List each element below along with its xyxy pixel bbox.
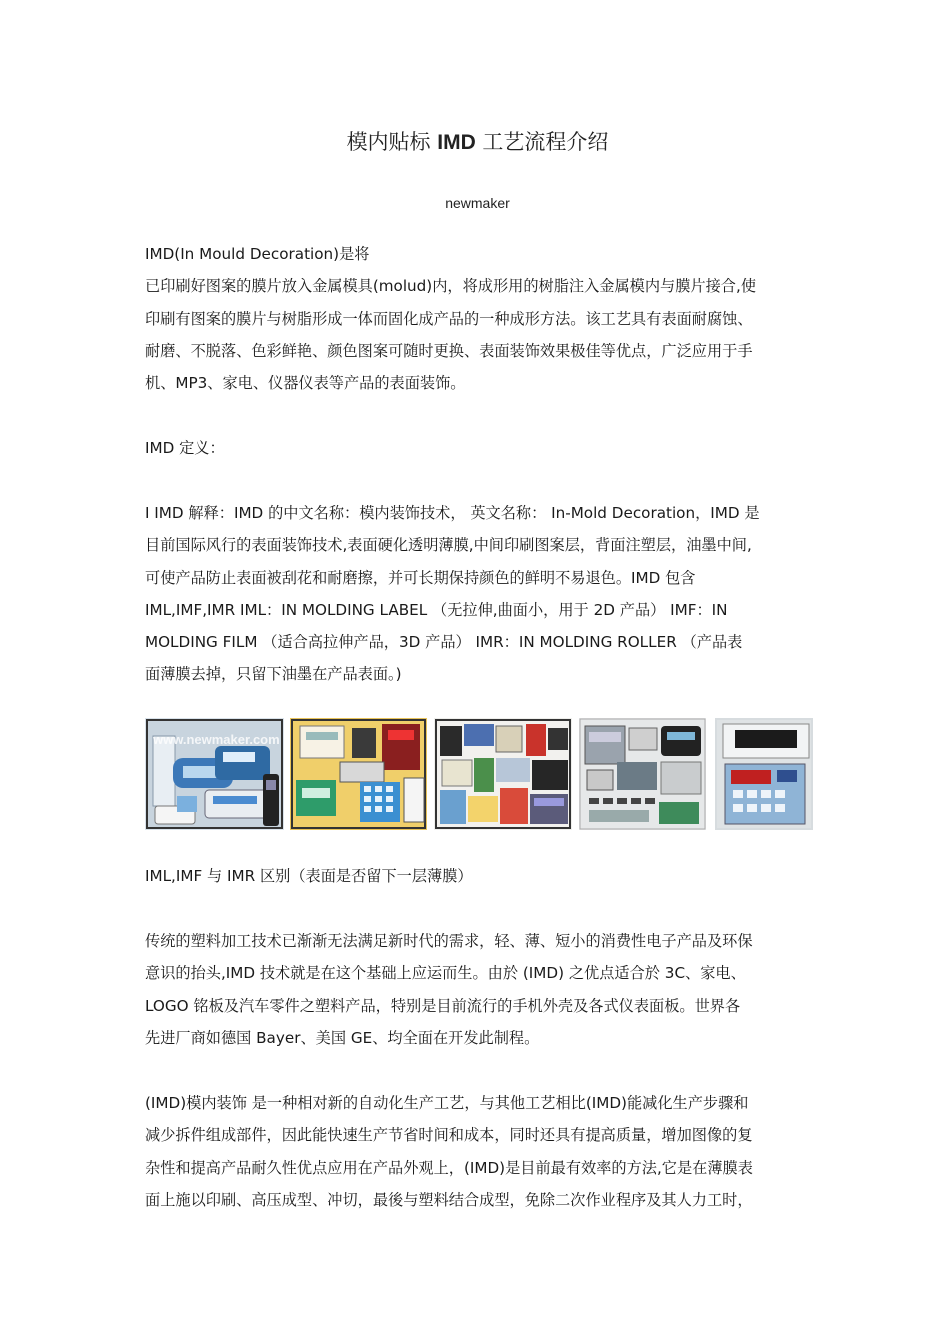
text-line: 面上施以印刷、高压成型、冲切，最後与塑料结合成型，免除二次作业程序及其人力工时， bbox=[145, 1190, 753, 1209]
text-line: MOLDING FILM （适合高拉伸产品，3D 产品） IMR：IN MOLDING ROLLER （产品表 bbox=[145, 633, 743, 652]
text-line: IMD 定义： bbox=[145, 439, 225, 457]
text-line: 杂性和提高产品耐久性优点应用在产品外观上，(IMD)是目前最有效率的方法,它是在薄膜表 bbox=[145, 1158, 753, 1177]
text-line: IML,IMF 与 IMR 区别（表面是否留下一层薄膜） bbox=[145, 867, 473, 885]
text-line: 意识的抬头,IMD 技术就是在这个基础上应运而生。由於 (IMD) 之优点适合於 3C、家电、 bbox=[145, 964, 746, 983]
text-line: IML,IMF,IMR IML：IN MOLDING LABEL （无拉伸,曲面小，用于 2D 产品） IMF：IN bbox=[145, 600, 728, 619]
page-title: 模内贴标 IMD 工艺流程介绍 bbox=[346, 130, 609, 154]
product-photo-strip bbox=[145, 718, 813, 830]
text-line: IMD(In Mould Decoration)是将 bbox=[145, 245, 370, 263]
product-photo-3 bbox=[434, 718, 572, 830]
paragraph-imd-explanation bbox=[145, 497, 810, 691]
text-line: 耐磨、不脱落、色彩鲜艳、颜色图案可随时更换、表面装饰效果极佳等优点，广泛应用于手 bbox=[145, 341, 753, 360]
paragraph-imd-intro bbox=[145, 238, 810, 399]
product-photo-4 bbox=[579, 718, 706, 830]
text-line: 已印刷好图案的膜片放入金属模具(molud)内，将成形用的树脂注入金属模内与膜片接合,使 bbox=[145, 277, 757, 296]
text-line: 传统的塑料加工技术已渐渐无法满足新时代的需求，轻、薄、短小的消费性电子产品及环保 bbox=[145, 932, 753, 950]
text-line: 面薄膜去掉，只留下油墨在产品表面。) bbox=[145, 665, 402, 684]
text-line: 减少拆件组成部件，因此能快速生产节省时间和成本，同时还具有提高质量，增加图像的复 bbox=[145, 1126, 753, 1145]
paragraph-imd-advantages bbox=[145, 1087, 810, 1216]
text-line: (IMD)模内装饰 是一种相对新的自动化生产工艺，与其他工艺相比(IMD)能减化生产步骤和 bbox=[145, 1094, 749, 1112]
paragraph-iml-imf-imr-difference bbox=[145, 860, 810, 892]
paragraph-imd-background bbox=[145, 925, 810, 1054]
product-photo-2 bbox=[290, 718, 427, 830]
text-line: 机、MP3、家电、仪器仪表等产品的表面装饰。 bbox=[145, 374, 466, 393]
author-line: newmaker bbox=[445, 195, 510, 211]
product-photo-1 bbox=[145, 718, 284, 830]
text-line: I IMD 解释：IMD 的中文名称：模内装饰技术， 英文名称： In-Mold Decoration，IMD 是 bbox=[145, 504, 760, 522]
text-line: 印刷有图案的膜片与树脂形成一体而固化成产品的一种成形方法。该工艺具有表面耐腐蚀、 bbox=[145, 309, 753, 328]
paragraph-imd-definition-heading bbox=[145, 432, 810, 464]
text-line: 目前国际风行的表面装饰技术,表面硬化透明薄膜,中间印刷图案层，背面注塑层，油墨中间, bbox=[145, 536, 752, 555]
product-photo-5 bbox=[715, 718, 813, 830]
text-line: 先进厂商如德国 Bayer、美国 GE、均全面在开发此制程。 bbox=[145, 1028, 540, 1047]
watermark-text: www.newmaker.com bbox=[153, 732, 280, 747]
text-line: LOGO 铭板及汽车零件之塑料产品，特别是目前流行的手机外壳及各式仪表面板。世界各 bbox=[145, 996, 741, 1015]
text-line: 可使产品防止表面被刮花和耐磨擦，并可长期保持颜色的鲜明不易退色。IMD 包含 bbox=[145, 568, 696, 587]
